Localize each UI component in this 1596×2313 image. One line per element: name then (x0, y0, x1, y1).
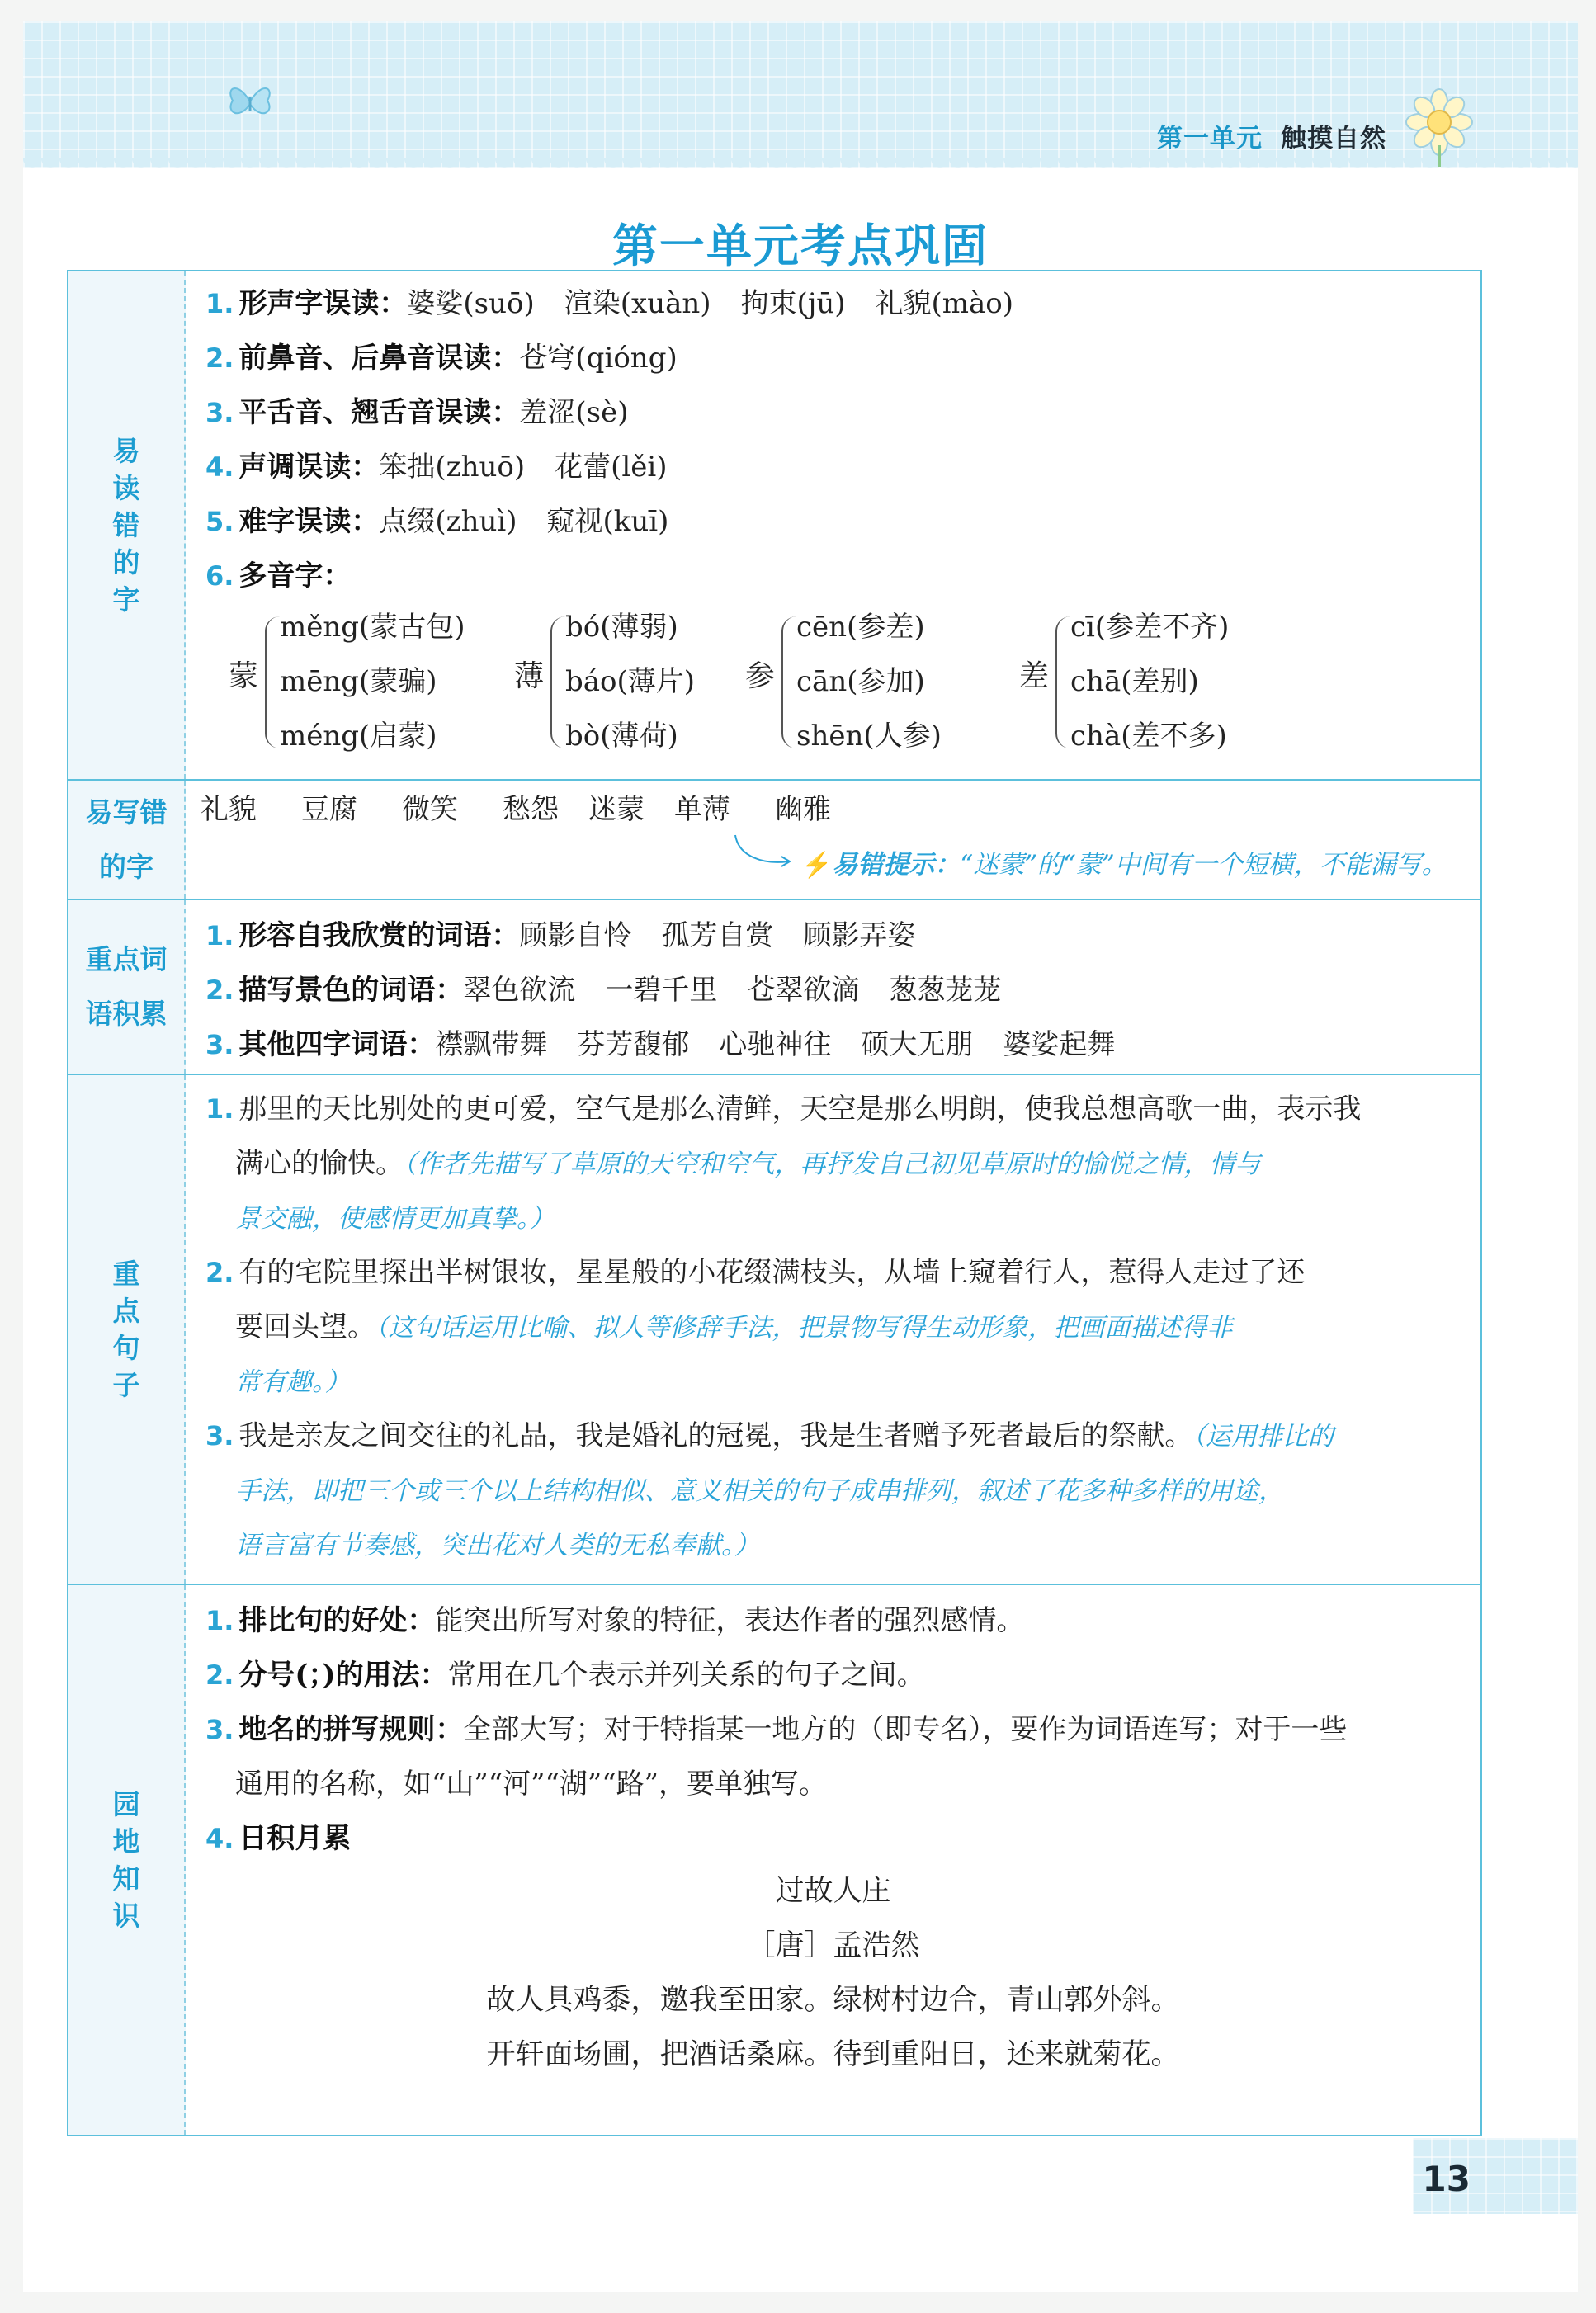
word: 婆娑(suō) (407, 287, 535, 320)
polyphone-reading: báo(薄片) (565, 665, 696, 698)
item-number: 2. (205, 342, 234, 374)
word: 芬芳馥郁 (577, 1028, 690, 1061)
item-line (205, 1821, 351, 1856)
polyphone-char: 薄 (514, 659, 545, 693)
section-content (186, 781, 1480, 899)
word: 笨拙(zhuō) (379, 451, 526, 484)
item-number: 3. (205, 1029, 234, 1060)
item-label: 难字误读： (238, 505, 380, 538)
item-line (205, 504, 668, 539)
word: 翠色欲流 (463, 974, 576, 1007)
section-garden (68, 1584, 1480, 2135)
word: 微笑 (402, 793, 458, 826)
word: 点缀(zhuì) (379, 505, 517, 538)
word: 心驰神往 (719, 1028, 832, 1061)
polyphone-reading: méng(启蒙) (280, 720, 437, 753)
word: 苍穹(qióng) (519, 342, 678, 375)
category-label (68, 271, 186, 779)
sentence-text: 我是亲友之间交往的礼品，我是婚礼的冠冕，我是生者赠予死者最后的祭献。 (238, 1419, 1193, 1452)
polyphone-reading: bò(薄荷) (565, 720, 678, 753)
item-number: 4. (205, 1823, 234, 1854)
sentence-text: 那里的天比别处的更可爱，空气是那么清鲜，天空是那么明朗，使我总想高歌一曲，表示我 (238, 1093, 1362, 1126)
polyphone-reading: cēn(参差) (796, 611, 925, 644)
item-number: 5. (205, 506, 234, 537)
item-line (205, 395, 629, 430)
section-vocab (68, 899, 1480, 1074)
item-label: 日积月累 (238, 1822, 352, 1855)
lightning-icon: ⚡ (801, 851, 833, 880)
word: 渲染(xuàn) (564, 287, 711, 320)
sentence-note: （运用排比的 (1192, 1422, 1334, 1452)
sentence-note: 常有趣。） (235, 1367, 351, 1397)
item-text: 通用的名称，如“山”“河”“湖”“路”，要单独写。 (235, 1768, 828, 1801)
polyphone-reading: měng(蒙古包) (280, 611, 465, 644)
item-line (205, 1603, 1024, 1638)
sentence-text: 有的宅院里探出半树银妆，星星般的小花缀满枝头，从墙上窥着行人，惹得人走过了还 (238, 1256, 1306, 1289)
butterfly-icon (221, 73, 279, 130)
item-text: 全部大写；对于特指某一地方的（即专名），要作为词语连写；对于一些 (463, 1713, 1348, 1746)
word: 礼貌(mào) (875, 287, 1014, 320)
item-number: 3. (205, 1420, 234, 1452)
item-number: 3. (205, 397, 234, 428)
sentence-note: 景交融，使感情更加真挚。） (235, 1204, 555, 1234)
item-label: 排比句的好处： (238, 1604, 436, 1637)
poem-author: ［唐］孟浩然 (746, 1929, 920, 1962)
item-number: 1. (205, 1605, 234, 1636)
word: 顾影自怜 (519, 919, 632, 952)
unit-label: 第一单元 (1157, 124, 1263, 153)
page-title: 第一单元考点巩固 (611, 219, 989, 272)
tip-line (801, 847, 1447, 883)
word: 礼貌 (201, 793, 257, 826)
item-label: 声调误读： (238, 451, 380, 484)
page-number: 13 (1422, 2159, 1471, 2199)
category-garden: 园地知识 (112, 1788, 140, 1932)
category-easy-write: 易写错的字 (85, 795, 168, 883)
polyphone-char: 蒙 (229, 659, 259, 693)
arrow-icon (730, 832, 796, 871)
polyphone-reading: bó(薄弱) (565, 611, 678, 644)
category-label (68, 900, 186, 1074)
item-text: 能突出所写对象的特征，表达作者的强烈感情。 (435, 1604, 1025, 1637)
section-content (186, 1075, 1480, 1584)
item-number: 2. (205, 975, 234, 1006)
word: 羞涩(sè) (519, 396, 629, 429)
polyphone-reading: cī(参差不齐) (1070, 611, 1230, 644)
category-easy-read: 易读错的字 (112, 435, 140, 616)
item-label: 平舌音、翘舌音误读： (238, 396, 520, 429)
item-line (205, 1658, 925, 1692)
item-line (235, 1767, 827, 1801)
item-line (205, 341, 678, 375)
header-title (1157, 117, 1386, 154)
word: 豆腐 (301, 793, 357, 826)
item-number: 1. (205, 288, 234, 319)
poem-line: 开轩面场圃，把酒话桑麻。待到重阳日，还来就菊花。 (486, 2038, 1180, 2071)
item-number: 4. (205, 451, 234, 483)
section-content (186, 1585, 1480, 2135)
sentence-line (235, 1310, 1233, 1345)
summary-table (67, 270, 1482, 2136)
sentence-line (235, 1473, 1284, 1508)
word: 拘束(jū) (740, 287, 846, 320)
word: 幽雅 (775, 793, 831, 826)
sentence-line (235, 1527, 760, 1563)
polyphone-reading: chà(差不多) (1070, 720, 1227, 753)
item-number: 2. (205, 1659, 234, 1691)
sentence-line (205, 1255, 1305, 1290)
item-label: 前鼻音、后鼻音误读： (238, 342, 520, 375)
sentence-note: 手法，即把三个或三个以上结构相似、意义相关的句子成串排列，叙述了花多种多样的用途， (235, 1476, 1284, 1506)
sentence-note: （这句话运用比喻、拟人等修辞手法，把景物写得生动形象，把画面描述得非 (375, 1313, 1233, 1343)
tip-label: 易错提示： (832, 850, 961, 880)
item-label: 形容自我欣赏的词语： (238, 919, 520, 952)
sentence-note: 语言富有节奏感，突出花对人类的无私奉献。） (235, 1531, 760, 1560)
word: 苍翠欲滴 (747, 974, 860, 1007)
sentence-line (235, 1201, 555, 1236)
word-list (201, 792, 831, 827)
category-sentences: 重点句子 (112, 1258, 140, 1401)
item-label: 地名的拼写规则： (238, 1713, 464, 1746)
word: 愁怨 (503, 793, 559, 826)
section-content (186, 900, 1480, 1074)
item-label: 其他四字词语： (238, 1028, 436, 1061)
polyphone-char: 参 (745, 659, 776, 693)
item-line (205, 286, 1013, 321)
item-line (205, 973, 1001, 1008)
polyphone-reading: cān(参加) (796, 665, 925, 698)
word: 一碧千里 (605, 974, 718, 1007)
flower-icon (1400, 87, 1479, 167)
section-content (186, 271, 1480, 779)
item-number: 6. (205, 560, 234, 592)
item-line (205, 1027, 1115, 1062)
poem-title: 过故人庄 (775, 1875, 891, 1908)
sentence-line (235, 1364, 351, 1400)
category-label (68, 1585, 186, 2135)
polyphone-reading: chā(差别) (1070, 665, 1199, 698)
item-line (205, 1712, 1347, 1747)
word: 婆娑起舞 (1003, 1028, 1116, 1061)
item-text: 常用在几个表示并列关系的句子之间。 (447, 1659, 925, 1692)
word: 单薄 (674, 793, 730, 826)
polyphone-char: 差 (1019, 659, 1050, 693)
category-label (68, 1075, 186, 1584)
word: 葱葱茏茏 (889, 974, 1002, 1007)
item-line (205, 918, 915, 953)
word: 花蕾(lěi) (555, 451, 668, 484)
category-label (68, 781, 186, 899)
word: 顾影弄姿 (803, 919, 916, 952)
section-sentences (68, 1074, 1480, 1584)
section-easy-read (68, 271, 1480, 779)
polyphone-reading: mēng(蒙骗) (280, 665, 437, 698)
item-line (205, 450, 668, 484)
word: 硕大无朋 (861, 1028, 974, 1061)
section-easy-write (68, 779, 1480, 899)
tip-text: “迷蒙”的“蒙”中间有一个短横，不能漏写。 (960, 850, 1447, 880)
sentence-line (235, 1146, 1261, 1182)
sentence-note: （作者先描写了草原的天空和空气，再抒发自己初见草原时的愉悦之情，情与 (404, 1149, 1261, 1179)
header-wave-decoration (23, 158, 1578, 177)
word: 迷蒙 (588, 793, 645, 826)
item-label: 描写景色的词语： (238, 974, 464, 1007)
item-label: 分号(；)的用法： (238, 1659, 448, 1692)
item-number: 1. (205, 920, 234, 951)
word: 孤芳自赏 (661, 919, 774, 952)
polyphone-reading: shēn(人参) (796, 720, 942, 753)
sentence-text: 要回头望。 (235, 1310, 375, 1343)
sentence-line (205, 1092, 1361, 1126)
item-number: 1. (205, 1093, 234, 1125)
item-line (205, 559, 351, 593)
word: 襟飘带舞 (435, 1028, 548, 1061)
sentence-text: 满心的愉快。 (235, 1147, 404, 1180)
item-label: 形声字误读： (238, 287, 408, 320)
item-label: 多音字： (238, 559, 352, 592)
item-number: 3. (205, 1714, 234, 1745)
item-number: 2. (205, 1257, 234, 1288)
topic-label: 触摸自然 (1281, 124, 1386, 153)
sentence-line (205, 1418, 1334, 1454)
word: 窥视(kuī) (546, 505, 669, 538)
category-vocab: 重点词语积累 (85, 943, 168, 1030)
poem-line: 故人具鸡黍，邀我至田家。绿树村边合，青山郭外斜。 (486, 1984, 1180, 2017)
